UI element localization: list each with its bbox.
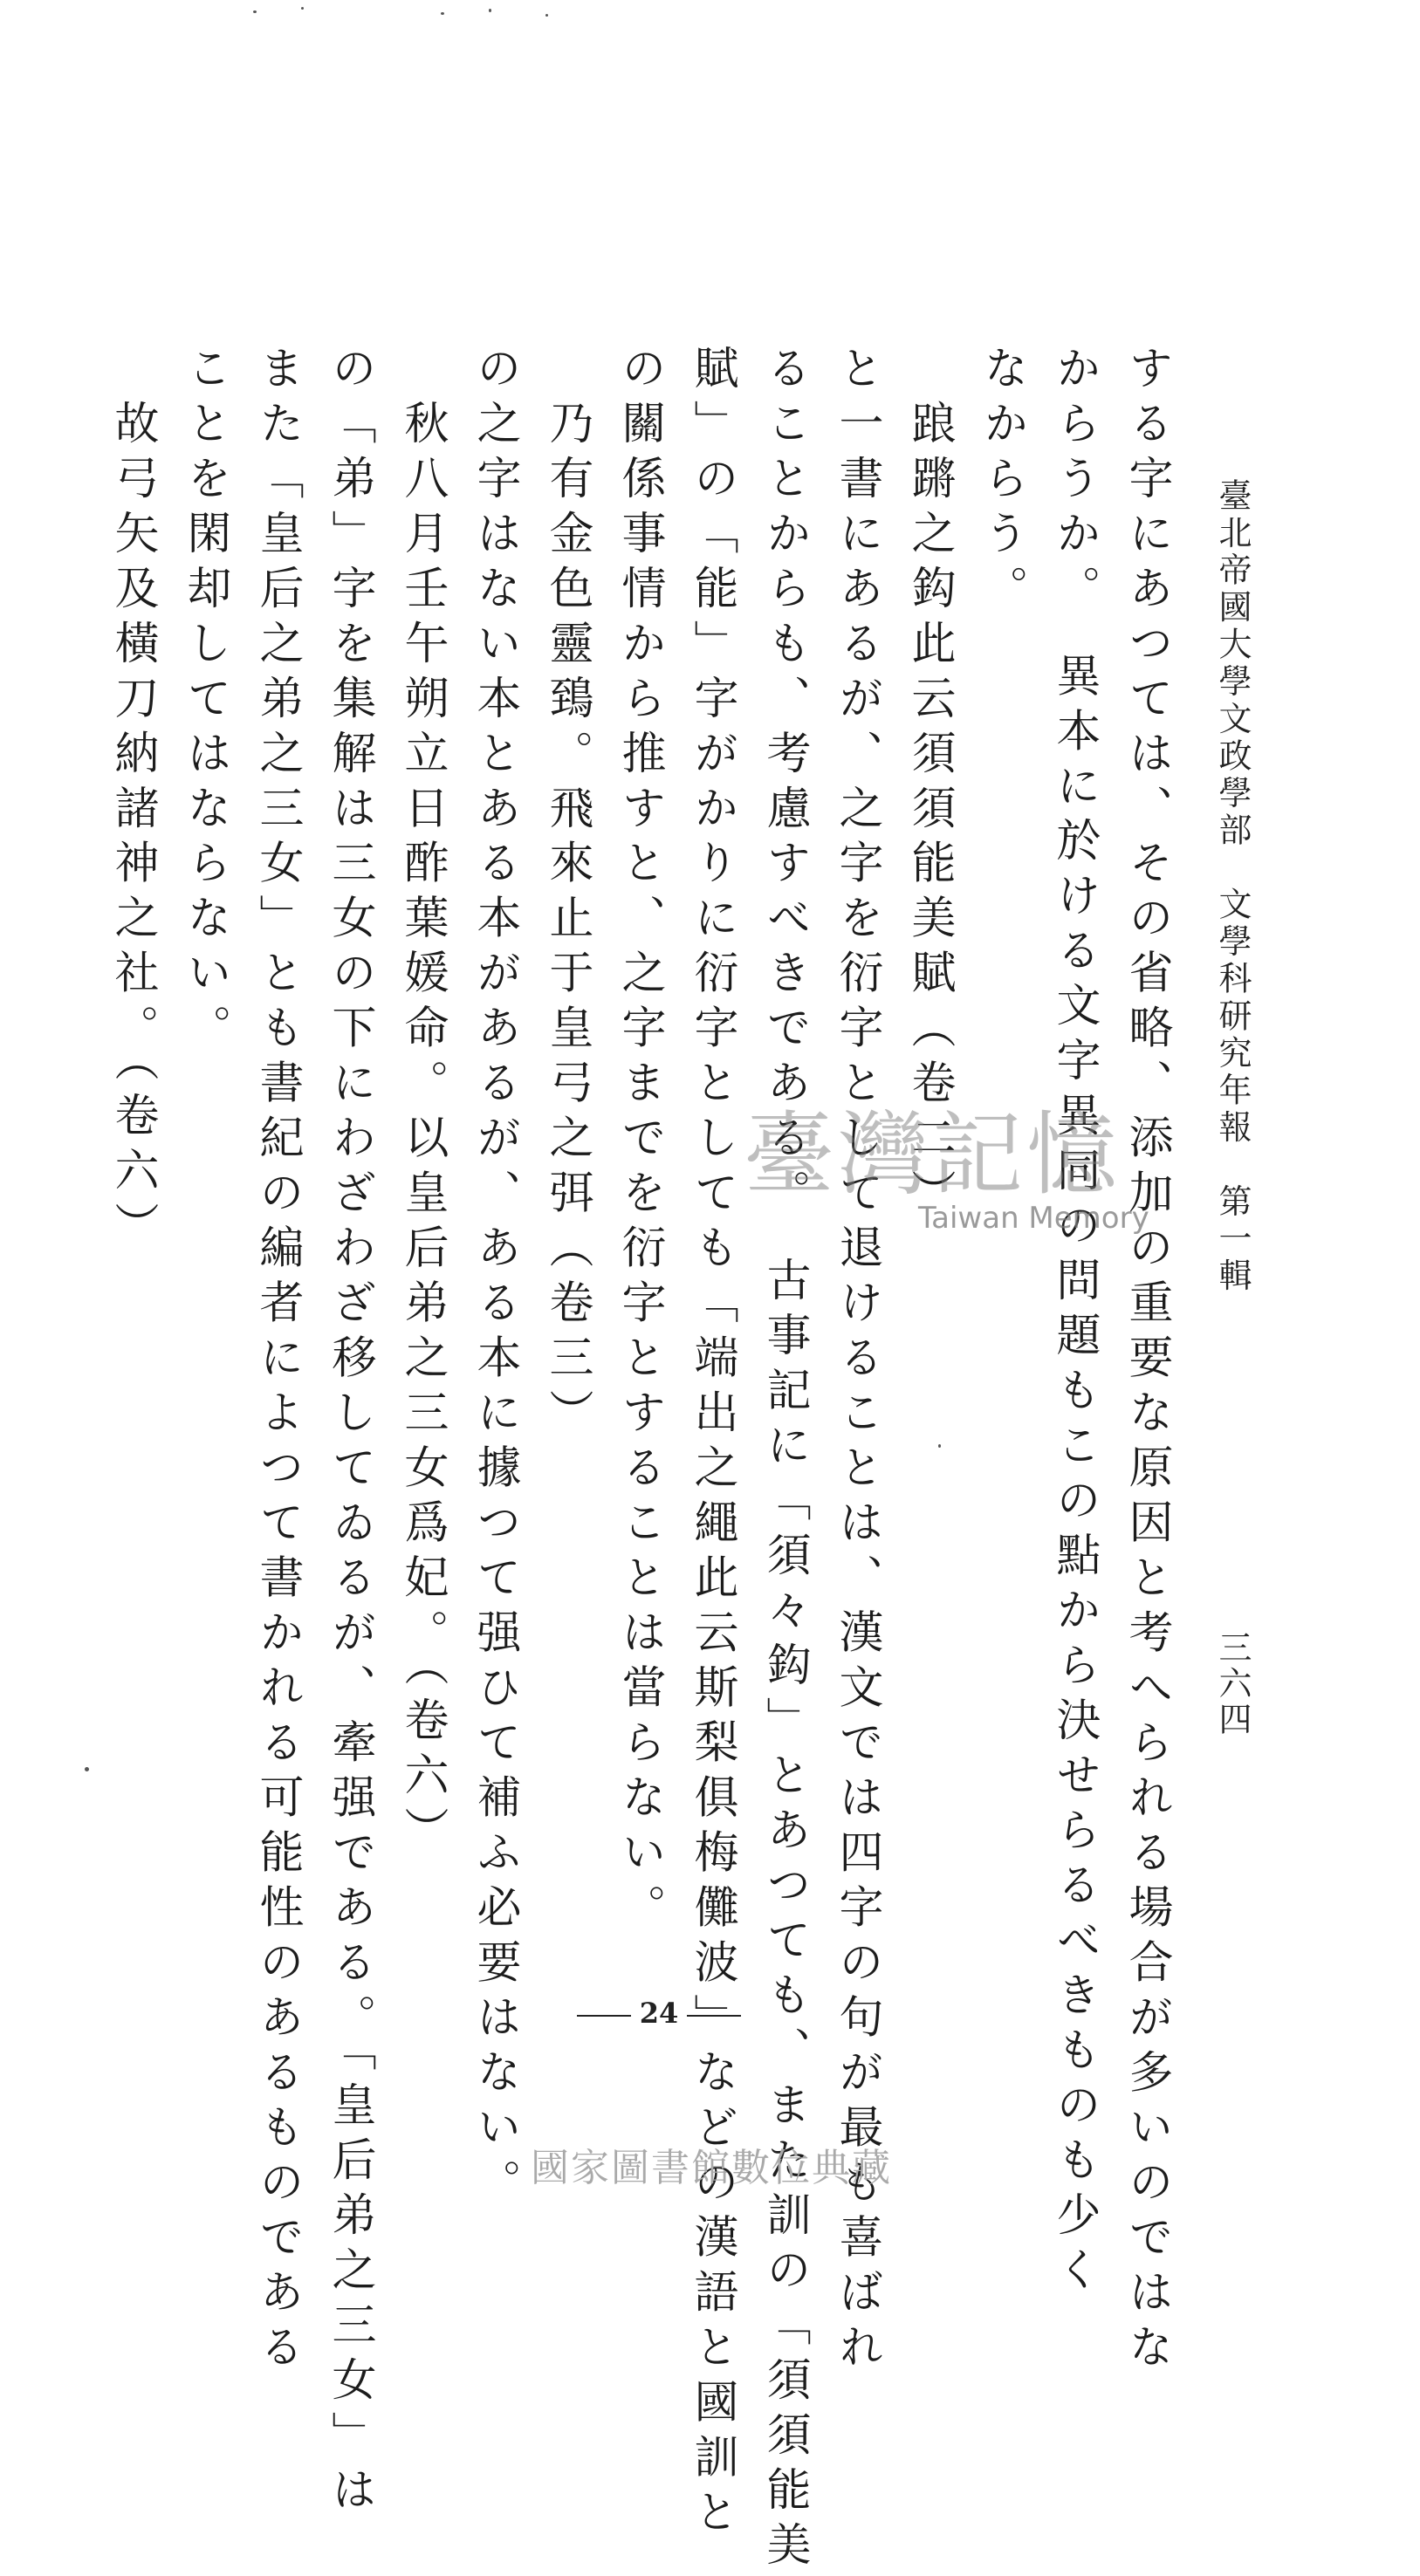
- scan-speck: [253, 10, 257, 13]
- column-13: また「皇后之弟之三女」とも書紀の編者によつて書かれる可能性のあるものである: [251, 345, 303, 2379]
- column-14: ことを閑却してはならない。: [179, 345, 230, 1059]
- column-6: ることからも、考慮すべきである。 古事記に「須々鈎」とあつても、また訓の「須須能美: [758, 345, 810, 2576]
- column-4: 踉蹡之鈎此云須須能美賦（卷二）: [903, 345, 955, 1224]
- footer-collection-label: 國家圖書館數位典藏: [531, 2146, 892, 2190]
- scan-speck: [489, 9, 491, 12]
- column-5: と一書にあるが、之字を衍字として退けることは、漢文では四字の句が最も喜ばれ: [831, 345, 882, 2379]
- scan-speck: [301, 7, 304, 10]
- column-1: する字にあつては、その省略、添加の重要な原因と考へられる場合が多いのではな: [1121, 345, 1172, 2379]
- column-3: なからう。: [976, 345, 1027, 620]
- scan-speck: [938, 1444, 941, 1448]
- running-head-title: 臺北帝國大學文政學部 文學科研究年報 第一輯: [1213, 478, 1252, 1296]
- column-11: 秋八月壬午朔立日酢葉媛命。以皇后弟之三女爲妃。（卷六）: [396, 345, 448, 1862]
- running-head-page-kanji: 三六四: [1213, 1630, 1252, 1738]
- column-10: の之字はない本とある本があるが、ある本に據つて强ひて補ふ必要はない。: [469, 345, 520, 2214]
- column-9: 乃有金色靈鵄。飛來止于皇弓之弭（卷三）: [541, 345, 593, 1444]
- watermark-title: 臺灣記憶: [744, 1101, 1122, 1208]
- scan-speck: [441, 12, 444, 15]
- scan-speck: [85, 1767, 89, 1771]
- page-number: 24: [567, 1997, 751, 2030]
- column-7: 賦」の「能」字がかりに衍字としても「端出之繩此云斯梨俱梅儺波」などの漢語と國訓と: [686, 345, 737, 2544]
- scan-speck: [545, 14, 548, 17]
- column-8: の關係事情から推すと、之字までを衍字とすることは當らない。: [614, 345, 665, 1939]
- watermark-subtitle: Taiwan Memory: [918, 1201, 1149, 1236]
- column-2: からうか。 異本に於ける文字異同の問題もこの點から決せらるべきものも少く: [1048, 345, 1100, 2301]
- column-12: の「弟」字を集解は三女の下にわざわざ移してゐるが、牽强である。「皇后弟之三女」は: [324, 345, 375, 2521]
- column-15: 故弓矢及橫刀納諸神之社。（卷六）: [106, 345, 158, 1257]
